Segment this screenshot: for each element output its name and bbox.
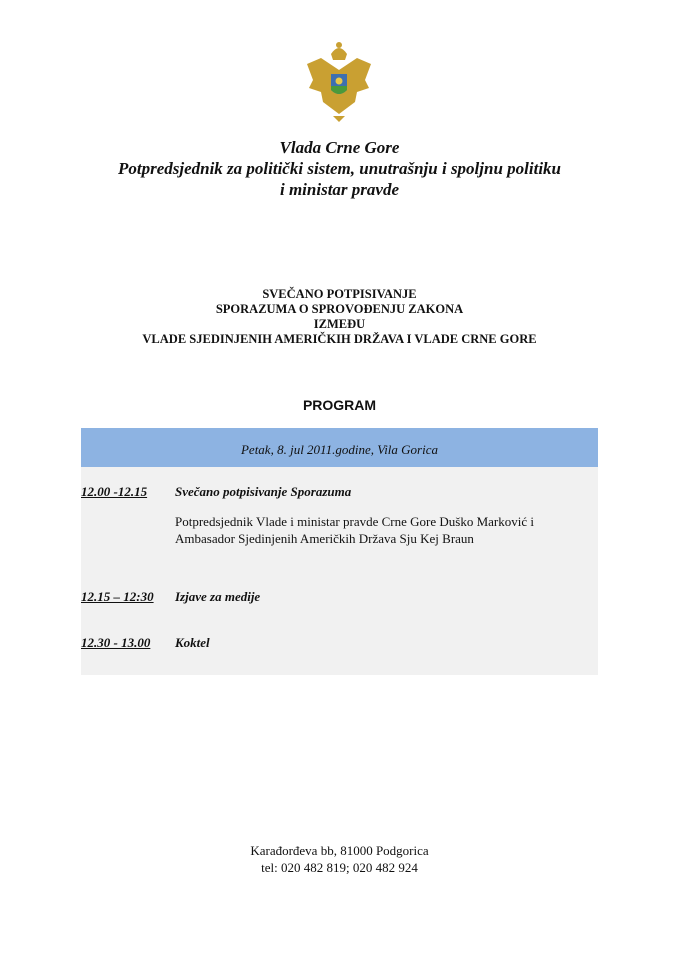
footer [0,842,679,876]
row-time: 12.30 - 13.00 [81,635,151,650]
government-name: Vlada Crne Gore [279,138,400,157]
event-title-4: VLADE SJEDINJENIH AMERIČKIH DRŽAVA I VLADE CRNE GORE [142,332,537,346]
row-description-line: Potpredsjednik Vlade i ministar pravde Crne Gore Duško Marković i [175,514,534,529]
row-activity: Svečano potpisivanje Sporazuma [175,484,352,499]
row-activity: Izjave za medije [175,589,261,604]
office-title-cont: i ministar pravde [279,180,399,199]
row-time: 12.00 -12.15 [81,484,148,499]
program-heading: PROGRAM [302,397,377,413]
row-description-line: Ambasador Sjedinjenih Američkih Država Sju Kej Braun [175,531,474,546]
office-title: Potpredsjednik za politički sistem, unutrašnju i spoljnu politiku [117,159,562,178]
event-title-1: SVEČANO POTPISIVANJE [262,287,417,301]
row-activity: Koktel [175,635,210,650]
row-description [175,513,534,547]
montenegro-coat-of-arms-icon [301,40,377,122]
footer-phone: tel: 020 482 819; 020 482 924 [261,860,418,875]
event-title-2: SPORAZUMA O SPROVOĐENJU ZAKONA [215,302,464,316]
row-time: 12.15 – 12:30 [81,589,154,604]
table-header: Petak, 8. jul 2011.godine, Vila Gorica [81,428,598,467]
program-table [81,428,598,675]
event-title-3: IZMEĐU [313,317,366,331]
footer-address: Karađorđeva bb, 81000 Podgorica [250,843,429,858]
